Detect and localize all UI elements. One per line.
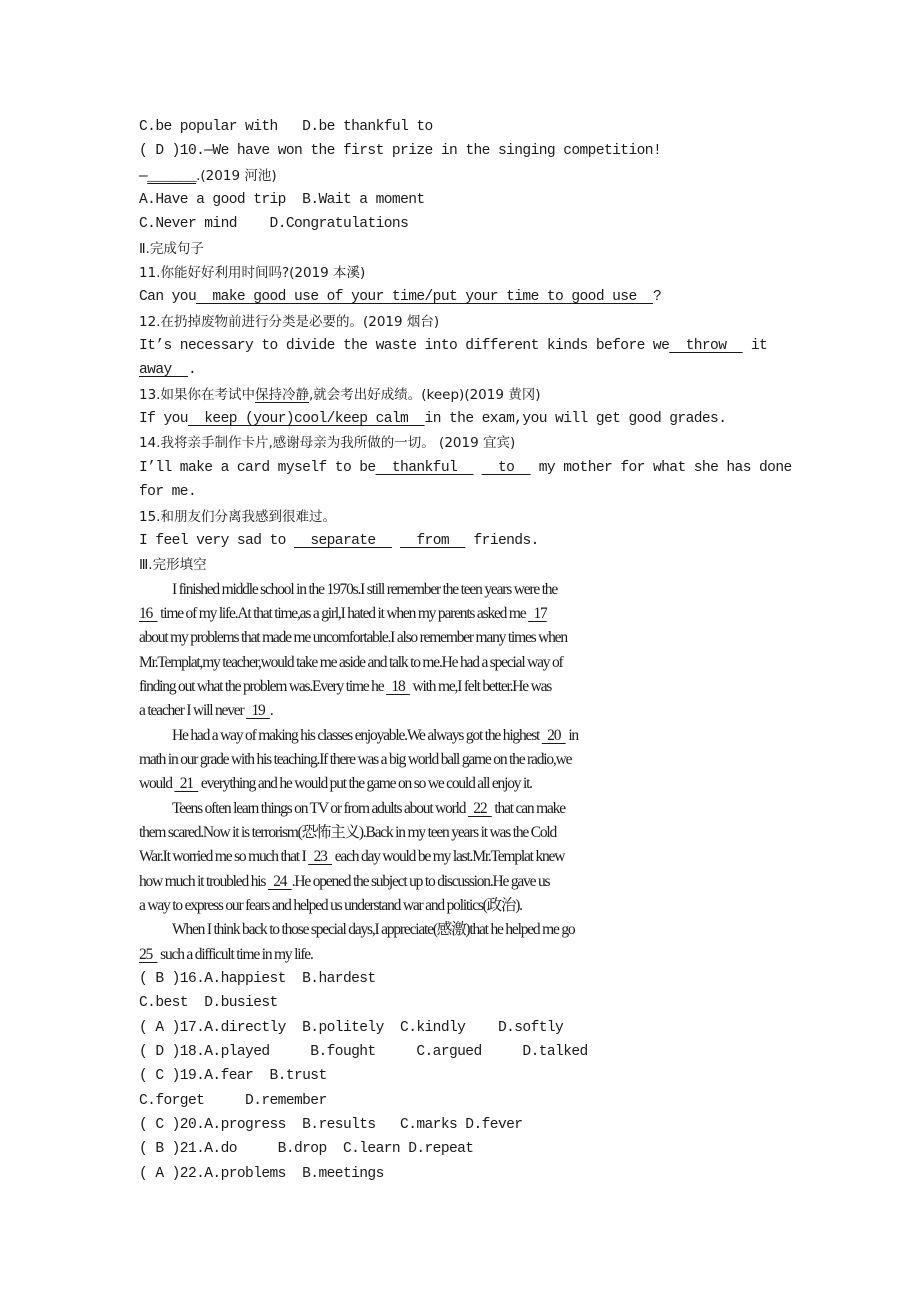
option-b: B.Wait a moment: [302, 192, 425, 209]
q12-english-cont: [139, 358, 819, 382]
passage-line: [139, 845, 819, 869]
q14-english: [139, 456, 819, 480]
blank-16: 16: [139, 604, 158, 622]
answer-blank: away: [139, 362, 188, 379]
passage-line: [139, 699, 819, 723]
q13-chinese: [139, 383, 819, 407]
answer-18: ( D )18.A.played B.fought C.argued D.talked: [139, 1044, 588, 1061]
sentence-text: such a difficult time in my life.: [157, 945, 313, 963]
passage-line: Mr.Templat,my teacher,would take me aside and talk to me.He had a special way of: [139, 653, 563, 671]
passage-line: about my problems that made me uncomfortable.I also remember many times when: [139, 629, 567, 647]
option-c: C.be popular with: [139, 119, 278, 135]
answer-blank: keep (your)cool/keep calm: [187, 411, 425, 428]
sentence-text: ?: [652, 289, 662, 306]
q13-english: [139, 407, 819, 431]
q10-options-ab: [139, 188, 819, 212]
q12-english: [139, 334, 819, 358]
sentence-text: would: [139, 775, 175, 793]
answer-16-cont: C.best D.busiest: [139, 995, 278, 1012]
sentence-text: If you: [139, 411, 188, 428]
passage-line: [139, 772, 819, 796]
q11-chinese: 11.你能好好利用时间吗?(2019 本溪): [139, 265, 366, 282]
sentence-text: .He opened the subject up to discussion.He gave us: [291, 872, 550, 890]
blank-22: 22: [467, 799, 492, 817]
blank-25: 25: [139, 945, 158, 963]
sentence-text: It’s necessary to divide the waste into different kinds before we: [139, 338, 670, 355]
sentence-text: I’ll make a card myself to be: [139, 459, 376, 476]
answer-blank: separate: [294, 532, 392, 549]
blank-18: 18: [386, 677, 410, 695]
passage-line: [139, 943, 819, 967]
answer-19-cont: C.forget D.remember: [139, 1092, 327, 1109]
option-a: A.Have a good trip: [139, 192, 286, 209]
answer-blank: from: [400, 532, 466, 549]
answer-21: ( B )21.A.do B.drop C.learn D.repeat: [139, 1141, 474, 1158]
sentence-text: Teens often learn things on TV or from adults about world: [172, 799, 468, 817]
sentence-text: it: [742, 338, 768, 355]
sentence-text: friends.: [465, 532, 539, 549]
sentence-text: my mother for what she has done: [530, 459, 792, 476]
sentence-text: .: [187, 362, 197, 379]
passage-line: a way to express our fears and helped us understand war and politics(政治).: [139, 897, 522, 914]
q15-chinese: 15.和朋友们分离我感到很难过。: [139, 508, 336, 525]
sentence-text: ,就会考出好成绩。(keep)(2019 黄冈): [308, 386, 541, 403]
q9-options-cd: [139, 115, 819, 139]
answer-20: ( C )20.A.progress B.results C.marks D.fever: [139, 1117, 523, 1134]
blank-20: 20: [541, 726, 566, 744]
passage-line: [139, 797, 819, 821]
key-phrase: 保持冷静: [254, 386, 309, 403]
sentence-text: a teacher I will never: [139, 702, 247, 720]
option-d: D.Congratulations: [269, 216, 409, 233]
sentence-text: He had a way of making his classes enjoyable.We always got the highest: [172, 726, 542, 744]
blank-23: 23: [308, 848, 333, 866]
source-note: .(2019 河池): [196, 167, 277, 184]
answer-blank: make good use of your time/put your time to good use: [196, 289, 653, 306]
question-text: 10.—We have won the first prize in the singing competition!: [179, 143, 662, 160]
blank-21: 21: [174, 775, 199, 793]
answer-blank: thankful: [375, 459, 474, 476]
dash: —: [139, 168, 148, 185]
passage-line: [139, 870, 819, 894]
answer-22: ( A )22.A.problems B.meetings: [139, 1165, 384, 1182]
option-c: C.Never mind: [139, 216, 237, 233]
answer-blank: ______: [147, 168, 197, 185]
answer-16: ( B )16.A.happiest B.hardest: [139, 971, 376, 988]
passage-line: math in our grade with his teaching.If there was a big world ball game on the radio,we: [139, 750, 572, 768]
passage-line: [139, 724, 819, 748]
section-3-heading: Ⅲ.完形填空: [139, 557, 207, 574]
sentence-text: in the exam,you will get good grades.: [424, 411, 727, 428]
q10-options-cd: [139, 212, 819, 236]
blank-17: 17: [528, 604, 547, 622]
passage-line: [139, 675, 819, 699]
sentence-text: each day would be my last.Mr.Templat knew: [332, 848, 565, 866]
q10-response: [139, 164, 819, 188]
sentence-text: 13.如果你在考试中: [139, 386, 255, 403]
passage-line: [139, 602, 819, 626]
sentence-text: time of my life.At that time,as a girl,I hated it when my parents asked me: [157, 604, 529, 622]
q14-english-cont: for me.: [139, 484, 197, 501]
q14-chinese: 14.我将亲手制作卡片,感谢母亲为我所做的一切。 (2019 宜宾): [139, 435, 516, 452]
sentence-text: everything and he would put the game on so we could all enjoy it.: [198, 775, 532, 793]
passage-line: When I think back to those special days,I appreciate(感激)that he helped me go: [172, 921, 575, 939]
passage-line: them scared.Now it is terrorism(恐怖主义).Back in my teen years it was the Cold: [139, 823, 557, 841]
sentence-text: in: [565, 726, 578, 744]
document-page: [139, 115, 819, 1186]
sentence-text: .: [269, 702, 273, 720]
q12-chinese: 12.在扔掉废物前进行分类是必要的。(2019 烟台): [139, 313, 440, 330]
q15-english: [139, 529, 819, 553]
option-d: D.be thankful to: [302, 119, 433, 135]
section-2-heading: Ⅱ.完成句子: [139, 240, 204, 257]
q11-english: [139, 285, 819, 309]
answer-blank: to: [481, 459, 531, 476]
blank-24: 24: [267, 872, 292, 890]
answer-mark: ( D ): [139, 143, 180, 160]
sentence-text: that can make: [491, 799, 565, 817]
sentence-text: finding out what the problem was.Every time he: [139, 677, 387, 695]
answer-17: ( A )17.A.directly B.politely C.kindly D.softly: [139, 1019, 564, 1036]
q10-stem: [139, 139, 819, 163]
sentence-text: how much it troubled his: [139, 872, 268, 890]
blank-19: 19: [246, 702, 270, 720]
passage-line: I finished middle school in the 1970s.I still remember the teen years were the: [172, 580, 558, 598]
answer-blank: throw: [669, 338, 743, 355]
sentence-text: War.It worried me so much that I: [139, 848, 309, 866]
sentence-text: Can you: [139, 289, 197, 306]
answer-19: ( C )19.A.fear B.trust: [139, 1068, 327, 1085]
sentence-text: with me,I felt better.He was: [409, 677, 552, 695]
sentence-text: I feel very sad to: [139, 532, 294, 549]
